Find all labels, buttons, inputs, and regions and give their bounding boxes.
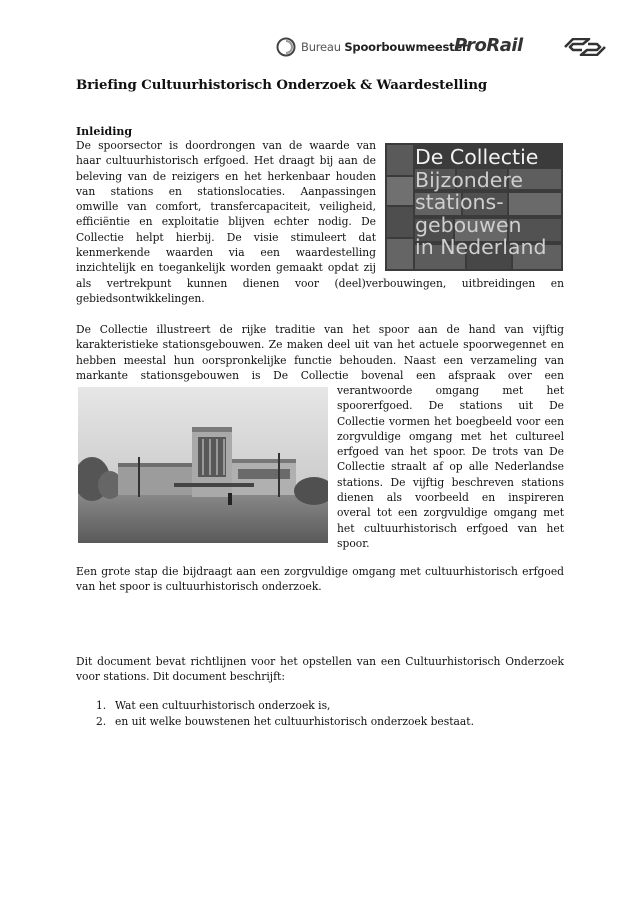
- text-line: De spoorsector is doordrongen van de waarde van: [76, 139, 376, 152]
- bureau-logo-text: Bureau Spoorbouwmeester: [301, 40, 468, 54]
- cover-line: in Nederland: [415, 235, 547, 259]
- text-line: Collectie straalt af op alle Nederlandse: [337, 460, 564, 474]
- text-line: gebiedsontwikkelingen.: [76, 292, 205, 306]
- text-line: haar cultuurhistorisch erfgoed. Het draagt bij aan de: [76, 154, 376, 168]
- ns-logo-icon: [562, 38, 608, 56]
- text-line: karakteristieke stationsgebouwen. Ze maken deel uit van het actuele spoorwegennet en: [76, 338, 564, 352]
- text-line: beleving van de reizigers en het herkenbaar houden: [76, 169, 376, 183]
- text-line: Een grote stap die bijdraagt aan een zorgvuldige omgang met cultuurhistorisch erfgoed: [76, 565, 564, 578]
- text-line: hebben meestal hun oorspronkelijke functie behouden. Naast een verzameling van: [76, 353, 564, 367]
- text-line: Collectie vormen het boegbeeld voor een: [337, 414, 564, 428]
- text-line: van stations en stationslocaties. Aanpassingen: [76, 184, 376, 198]
- cover-title: [415, 146, 546, 259]
- paragraph-document: [76, 654, 564, 685]
- text-line: zorgvuldige omgang met het cultureel: [337, 429, 564, 443]
- de-collectie-cover-image: [385, 143, 563, 271]
- text-line: spoor.: [337, 536, 370, 550]
- list-number: 1.: [96, 699, 107, 712]
- text-line: stations. De vijftig beschreven stations: [337, 475, 564, 489]
- text-line: het cultuurhistorisch erfgoed van het: [337, 521, 564, 535]
- list-item: [96, 698, 566, 714]
- list-number: 2.: [96, 715, 107, 728]
- text-line: Collectie helpt hierbij. De visie stimuleert dat: [76, 230, 376, 244]
- text-line: spoorerfgoed. De stations uit De: [337, 399, 564, 413]
- text-line: Dit document bevat richtlijnen voor het opstellen van een Cultuurhistorisch Onderzoek: [76, 655, 564, 668]
- text-line: markante stationsgebouwen is De Collectie bovenal een afspraak over een: [76, 368, 564, 382]
- cover-line: stations-: [415, 190, 504, 214]
- paragraph-onderzoek: [76, 564, 564, 595]
- text-line: kenmerkende waarden via een waardestelling: [76, 246, 376, 260]
- text-line: omwille van comfort, transfercapaciteit, veiligheid,: [76, 200, 376, 214]
- list-item: [96, 714, 566, 730]
- document-title: Briefing Cultuurhistorisch Onderzoek & Waardestelling: [76, 78, 488, 93]
- text-line: verantwoorde omgang met het: [337, 384, 564, 397]
- station-building-photo: [78, 387, 328, 543]
- list-item-text: en uit welke bouwstenen het cultuurhistorisch onderzoek bestaat.: [115, 715, 474, 728]
- text-line: inzichtelijk en toegankelijk worden gemaakt opdat zij: [76, 261, 376, 275]
- prorail-logo: ProRail: [454, 35, 523, 56]
- section-heading: Inleiding: [76, 125, 133, 138]
- text-line: dienen als voorbeeld en inspireren: [337, 491, 564, 505]
- text-line: als vertrekpunt kunnen dienen voor (deel)verbouwingen, uitbreidingen en: [76, 277, 564, 290]
- text-line: erfgoed van het spoor. De trots van De: [337, 445, 564, 459]
- text-line: efficiëntie en exploitatie blijven echter nodig. De: [76, 215, 376, 229]
- bureau-spoorbouwmeester-logo: [276, 36, 467, 58]
- paragraph-intro: [76, 138, 376, 276]
- text-line: van het spoor is cultuurhistorisch onderzoek.: [76, 580, 322, 594]
- list-item-text: Wat een cultuurhistorisch onderzoek is,: [115, 699, 331, 712]
- cover-line: gebouwen: [415, 212, 522, 237]
- text-line: overal tot een zorgvuldige omgang met: [337, 506, 564, 520]
- bureau-logo-icon: [276, 37, 296, 57]
- station-building-icon: [78, 387, 328, 543]
- numbered-list: [96, 698, 566, 730]
- paragraph-intro-continued: [76, 276, 564, 307]
- text-line: voor stations. Dit document beschrijft:: [76, 670, 285, 684]
- cover-line: Bijzondere: [415, 167, 523, 192]
- cover-line: De Collectie: [415, 145, 539, 169]
- text-line: De Collectie illustreert de rijke traditie van het spoor aan de hand van vijftig: [76, 323, 564, 336]
- paragraph-collectie-side: [337, 383, 564, 551]
- paragraph-collectie: [76, 322, 564, 383]
